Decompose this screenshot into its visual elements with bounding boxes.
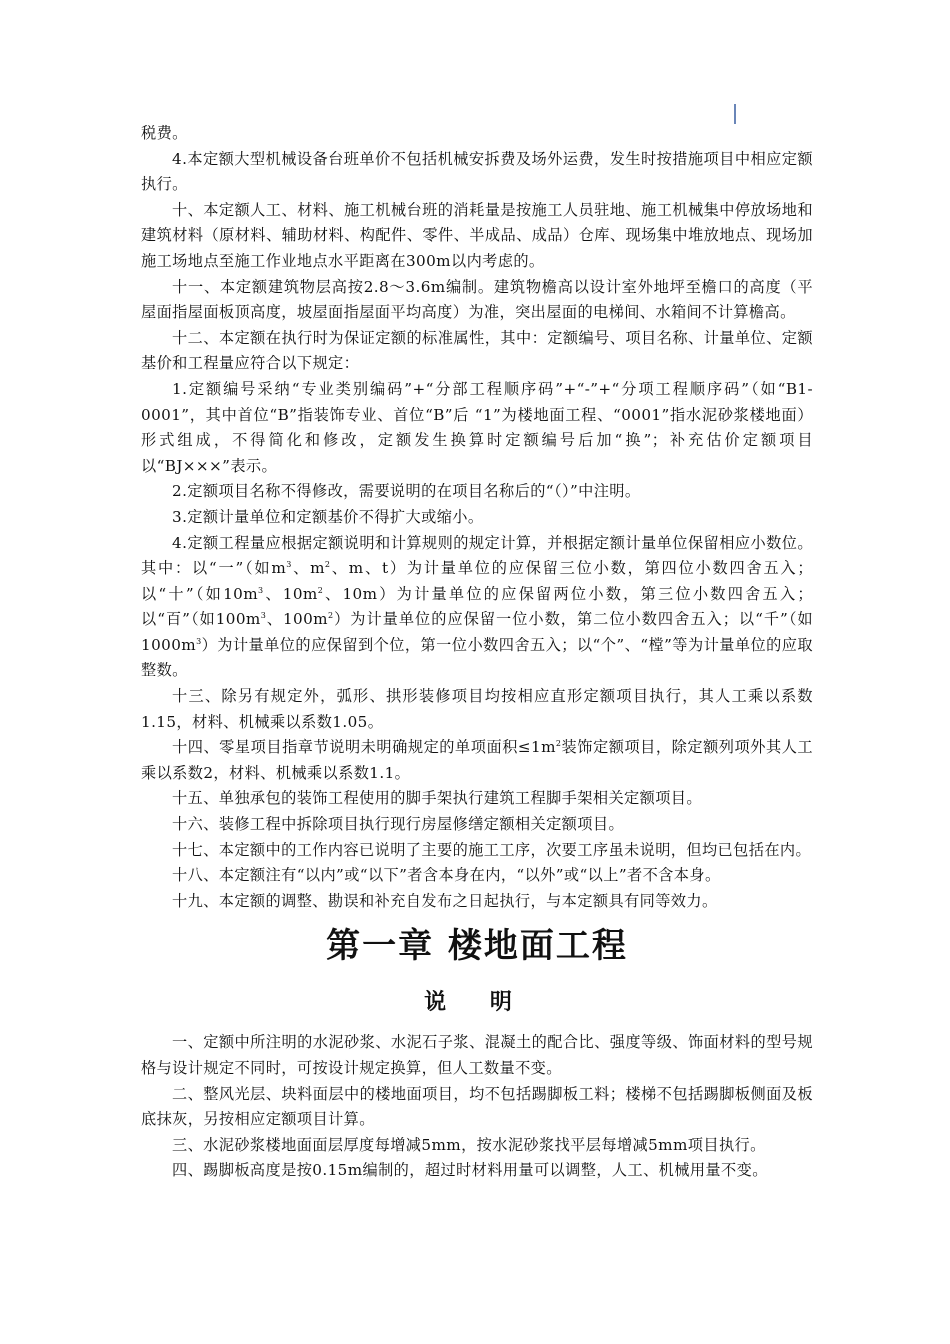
chapter-title: 第一章 楼地面工程: [326, 926, 628, 967]
paragraph: 十四、零星项目指章节说明未明确规定的单项面积$\le 1m^2$装饰定额项目，除定额列项外其人工乘以系数2，材料、机械乘以系数1.1。: [141, 738, 813, 782]
preface-paragraphs: [141, 121, 813, 914]
paragraph: 十一、本定额建筑物层高按2.8～3.6m编制。建筑物檐高以设计室外地坪至檐口的高度（平屋面指屋面板顶高度，坡屋面指屋面平均高度）为准，突出屋面的电梯间、水箱间不计算檐高。: [141, 277, 813, 322]
paragraph: 十七、本定额中的工作内容已说明了主要的施工工序，次要工序虽未说明，但均已包括在内。: [172, 840, 812, 859]
paragraph: 3.定额计量单位和定额基价不得扩大或缩小。: [172, 507, 484, 526]
paragraph: 四、踢脚板高度是按0.15m编制的，超过时材料用量可以调整，人工、机械用量不变。: [172, 1161, 768, 1180]
paragraph: 2.定额项目名称不得修改，需要说明的在项目名称后的“（）”中注明。: [172, 482, 641, 501]
paragraph: 十六、装修工程中拆除项目执行现行房屋修缮定额相关定额项目。: [172, 815, 625, 834]
paragraph: 十八、本定额注有“以内”或“以下”者含本身在内，“以外”或“以上”者不含本身。: [172, 866, 721, 885]
paragraph: 十九、本定额的调整、勘误和补充自发布之日起执行，与本定额具有同等效力。: [172, 891, 718, 910]
paragraph: 十三、除另有规定外，弧形、拱形装修项目均按相应直形定额项目执行，其人工乘以系数1.15，材料、机械乘以系数1.05。: [141, 687, 813, 731]
paragraph: 一、定额中所注明的水泥砂浆、水泥石子浆、混凝土的配合比、强度等级、饰面材料的型号规格与设计规定不同时，可按设计规定换算，但人工数量不变。: [141, 1033, 813, 1077]
chapter-paragraphs: [141, 1030, 813, 1184]
paragraph: 三、水泥砂浆楼地面面层厚度每增减5mm，按水泥砂浆找平层每增减5mm项目执行。: [172, 1135, 766, 1154]
section-title: 说 明: [424, 990, 530, 1016]
paragraph: 4.本定额大型机械设备台班单价不包括机械安拆费及场外运费，发生时按措施项目中相应定额执行。: [141, 149, 813, 194]
document-body: [141, 121, 813, 1184]
paragraph: 十二、本定额在执行时为保证定额的标准属性，其中：定额编号、项目名称、计量单位、定额基价和工程量应符合以下规定：: [141, 328, 813, 373]
paragraph: 十、本定额人工、材料、施工机械台班的消耗量是按施工人员驻地、施工机械集中停放场地和建筑材料（原材料、辅助材料、构配件、零件、半成品、成品）仓库、现场集中堆放地点、现场加施工场地点至施工作业地点水平距离在300m以内考虑的。: [141, 200, 813, 270]
paragraph: 税费。: [141, 124, 188, 142]
paragraph: 1.定额编号采纳“专业类别编码”+“分部工程顺序码”+“-”+“分项工程顺序码”（如“B1-0001”，其中首位“B”指装饰专业、首位“B”后 “1”为楼地面工程、“0001”指水泥砂浆楼地面）形式组成，不得简化和修改，定额发生换算时定额编号后加“换”；补充估价定额项目以“BJ×××”表示。: [141, 379, 813, 475]
paragraph: 4.定额工程量应根据定额说明和计算规则的规定计算，并根据定额计量单位保留相应小数位。其中：以“一”（如$m^3$、$m^2$、m、t）为计量单位的应保留三位小数，第四位小数四舍五入；以“十”（如$10m^3$、$10m^2$、10m）为计量单位的应保留两位小数，第三位小数四舍五入；以“百”（如$100m^3$、$100m^2$）为计量单位的应保留一位小数，第二位小数四舍五入；以“千”（如$1000m^3$）为计量单位的应保留到个位，第一位小数四舍五入；以“个”、“樘”等为计量单位的应取整数。: [141, 533, 813, 680]
paragraph: 十五、单独承包的装饰工程使用的脚手架执行建筑工程脚手架相关定额项目。: [172, 789, 702, 808]
paragraph: 二、整风光层、块料面层中的楼地面项目，均不包括踢脚板工料；楼梯不包括踢脚板侧面及板底抹灰，另按相应定额项目计算。: [141, 1084, 813, 1129]
